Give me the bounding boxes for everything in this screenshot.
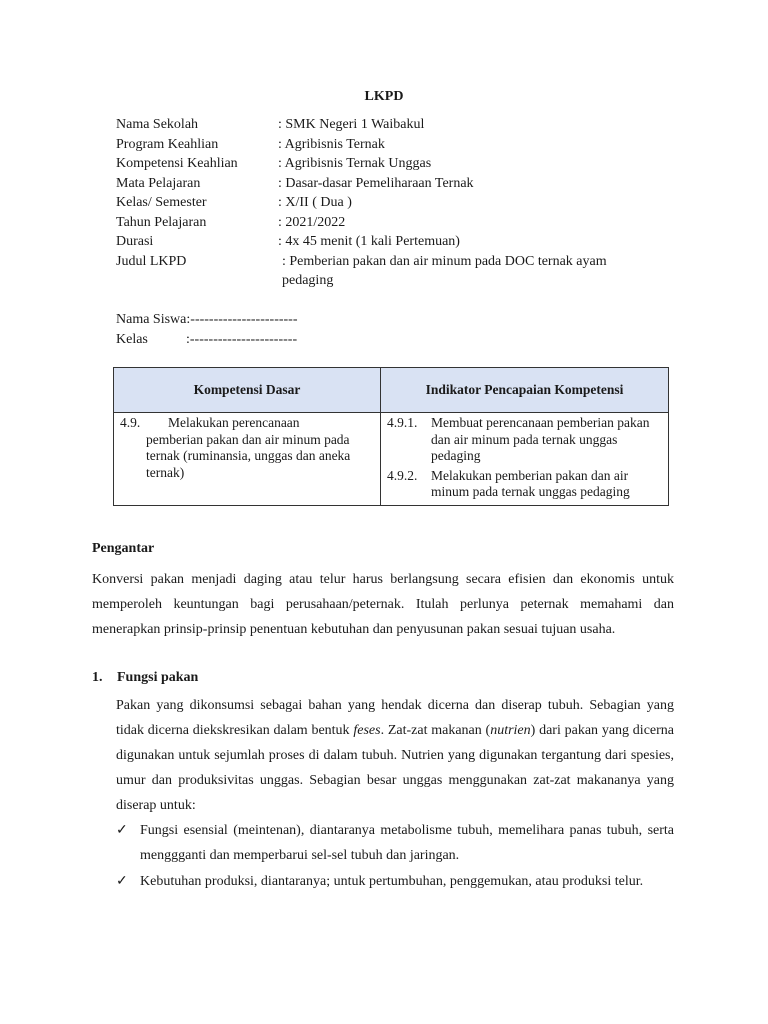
info-label: Judul LKPD <box>116 253 187 269</box>
indicator-item <box>387 415 663 465</box>
table-header-row <box>114 368 669 413</box>
kd-cell <box>114 413 381 506</box>
emphasis-feses: feses <box>353 723 381 738</box>
info-label: Kompetensi Keahlian <box>116 156 238 171</box>
indicator-number: 4.9.1. <box>387 415 418 430</box>
info-value: : X/II ( Dua ) <box>278 195 352 210</box>
kd-text <box>146 415 354 481</box>
kd-item <box>120 415 375 481</box>
list-item <box>116 818 674 868</box>
section-number: 1. <box>92 670 103 685</box>
info-label: Durasi <box>116 234 154 249</box>
paragraph-text: ) dari pakan yang dicerna digunakan untuk sejumlah proses di dalam tubuh. Nutrien yang digunakan tergantung dari spesies, umur dan produksivitas unggas. Sebagian besar unggas menggunakan zat-zat makananya yang diserap untuk: <box>116 723 675 813</box>
identity-block <box>116 115 648 291</box>
student-class-label: Kelas <box>116 331 148 347</box>
info-row <box>116 213 648 233</box>
list-item-text: Kebutuhan produksi, diantaranya; untuk pertumbuhan, penggemukan, atau produksi telur. <box>140 874 644 889</box>
checkmark-icon: ✓ <box>116 823 128 838</box>
info-row <box>116 115 648 135</box>
list-item-text: Fungsi esensial (meintenan), diantaranya metabolisme tubuh, memelihara panas tubuh, serta menggganti dan memperbarui sel-sel tubuh dan jaringan. <box>140 823 674 863</box>
info-row <box>116 174 648 194</box>
emphasis-nutrien: nutrien <box>490 723 531 738</box>
info-row <box>116 252 648 291</box>
pengantar-paragraph: Konversi pakan menjadi daging atau telur harus berlangsung secara efisien dan ekonomis untuk memperoleh keuntungan bagi perusahaan/peternak. Itulah perlunya peternak memahami dan menerapkan prinsip-prinsip penentuan kebutuhan dan penyusunan pakan sesuai tujuan usaha. <box>92 572 674 637</box>
info-label: Kelas/ Semester <box>116 195 207 210</box>
student-name-label: Nama Siswa <box>116 312 187 327</box>
indicator-text: Membuat perencanaan pemberian pakan dan air minum pada ternak unggas pedaging <box>431 415 650 463</box>
info-label: Tahun Pelajaran <box>116 214 207 230</box>
kd-number: 4.9. <box>120 415 141 430</box>
info-value: : 2021/2022 <box>278 214 346 230</box>
student-class-row <box>116 330 298 350</box>
list-item <box>116 869 674 894</box>
info-row <box>116 135 648 155</box>
info-value: : Agribisnis Ternak Unggas <box>278 156 432 171</box>
info-value: : Pemberian pakan dan air minum pada DOC ternak ayam pedaging <box>282 253 607 288</box>
page-title: LKPD <box>364 89 404 104</box>
indicator-number: 4.9.2. <box>387 467 418 483</box>
checkmark-icon: ✓ <box>116 874 128 889</box>
section-1-paragraph <box>116 693 674 818</box>
info-value: : SMK Negeri 1 Waibakul <box>278 117 425 132</box>
paragraph-text: . Zat-zat makanan ( <box>380 723 491 738</box>
table-row <box>114 413 669 506</box>
info-label: Nama Sekolah <box>116 117 199 132</box>
info-row <box>116 232 648 252</box>
info-value: : 4x 45 menit (1 kali Pertemuan) <box>278 234 460 249</box>
student-name-field[interactable]: :----------------------- <box>186 312 298 327</box>
indicator-cell <box>381 413 669 506</box>
table-header-indicator: Indikator Pencapaian Kompetensi <box>381 368 669 413</box>
kd-text-body: Melakukan perencanaan pemberian pakan dan air minum pada ternak (ruminansia, unggas dan aneka ternak) <box>146 415 351 480</box>
paragraph-text: Pakan yang dikonsumsi sebagai bahan yang hendak dicerna dan diserap tubuh. Sebagian yang tidak dicerna diekskresikan dalam bentuk <box>116 698 674 738</box>
section-title: Fungsi pakan <box>117 670 199 685</box>
student-name-row <box>116 310 298 330</box>
info-row <box>116 154 648 174</box>
info-value: : Dasar-dasar Pemeliharaan Ternak <box>278 175 474 191</box>
indicator-text: Melakukan pemberian pakan dan air minum pada ternak unggas pedaging <box>431 467 630 499</box>
info-row <box>116 193 648 213</box>
table-header-kd: Kompetensi Dasar <box>114 368 381 413</box>
info-label: Program Keahlian <box>116 136 219 152</box>
competency-table <box>113 367 669 506</box>
section-1-heading <box>92 670 198 686</box>
student-class-field[interactable]: :----------------------- <box>186 331 298 347</box>
info-value: : Agribisnis Ternak <box>278 136 385 152</box>
info-label: Mata Pelajaran <box>116 175 201 191</box>
pengantar-heading: Pengantar <box>92 541 155 556</box>
indicator-item <box>387 468 663 501</box>
student-block <box>116 310 298 349</box>
